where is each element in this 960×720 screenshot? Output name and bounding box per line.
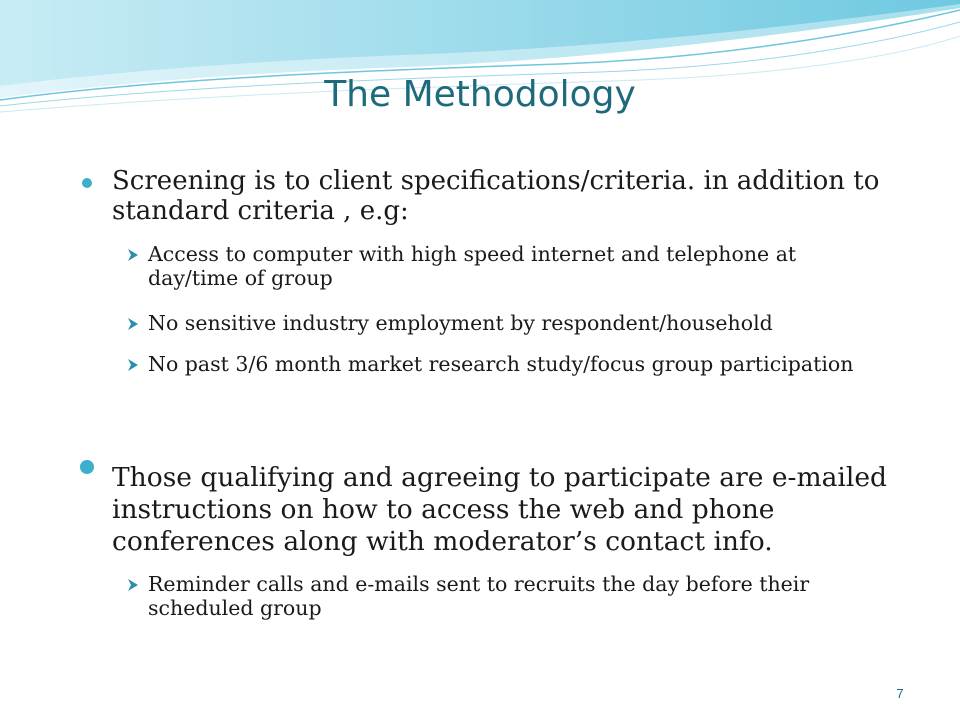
- bullet-1-sub-2: No sensitive industry employment by respondent/household: [148, 311, 773, 335]
- bullet-dot-icon: [82, 178, 92, 188]
- slide-title: The Methodology: [324, 74, 636, 115]
- bullet-1-sub-1: Access to computer with high speed internet and telephone at day/time of group: [148, 242, 797, 290]
- bullet-2-sub-1: Reminder calls and e-mails sent to recruits the day before their scheduled group: [148, 572, 810, 620]
- arrow-bullet-icon: [126, 578, 140, 592]
- bullet-1-sub-3: No past 3/6 month market research study/focus group participation: [148, 352, 854, 376]
- bullet-1-text: Screening is to client specifications/criteria. in addition to standard criteria , e.g:: [112, 166, 880, 226]
- bullet-2-text: Those qualifying and agreeing to participate are e-mailed instructions on how to access the web and phone conferences along with moderator’s contact info.: [112, 462, 888, 557]
- bullet-dot-icon: [80, 460, 94, 474]
- arrow-bullet-icon: [126, 358, 140, 372]
- arrow-bullet-icon: [126, 317, 140, 331]
- arrow-bullet-icon: [126, 248, 140, 262]
- page-number: 7: [896, 686, 904, 701]
